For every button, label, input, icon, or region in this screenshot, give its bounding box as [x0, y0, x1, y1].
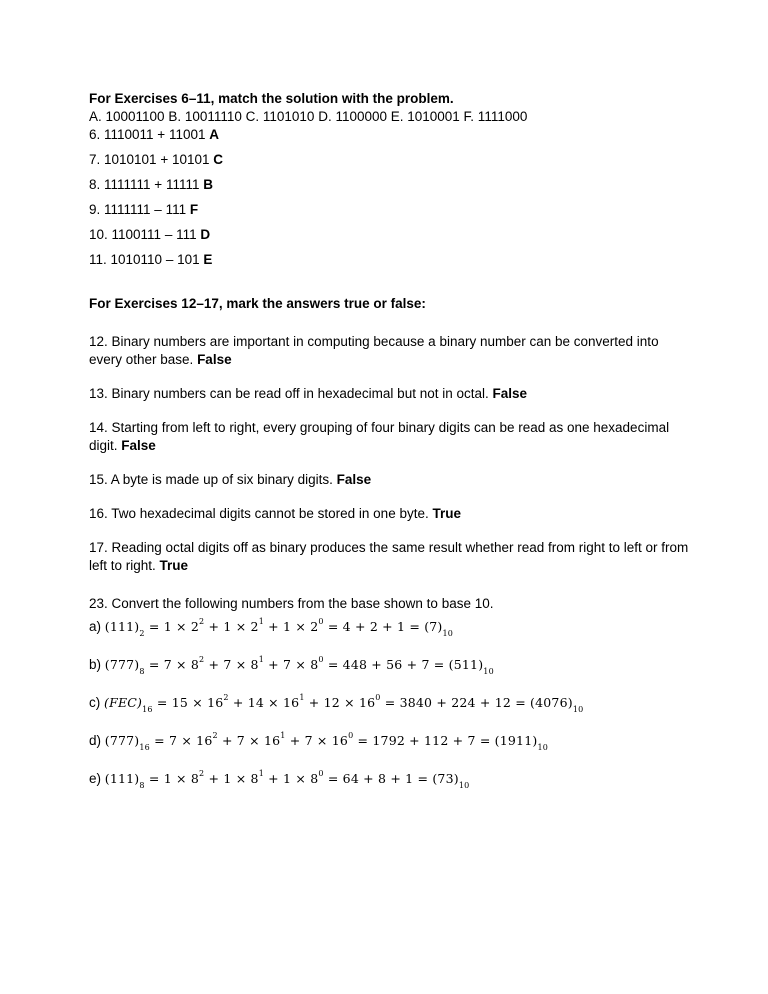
match-item: 7. 1010101 + 10101 C	[89, 152, 223, 167]
match-item: 8. 1111111 + 11111 B	[89, 177, 213, 192]
match-item: 11. 1010110 – 101 E	[89, 252, 213, 267]
tf-item: 15. A byte is made up of six binary digits. False	[89, 472, 372, 487]
section1-heading: For Exercises 6–11, match the solution with the problem.	[89, 91, 454, 106]
tf-item: 13. Binary numbers can be read off in hexadecimal but not in octal. False	[89, 386, 528, 401]
conversion-e: e) $(111)_8 = 1 \times 8^2 + 1 \times 8^1 + 1 \times 8^0 = 64 + 8 + 1 = (73)_{10}$	[89, 769, 470, 790]
conversion-d: d) $(777)_{16} = 7 \times 16^2 + 7 \times 16^1 + 7 \times 16^0 = 1792 + 112 + 7 = (1911)_{10}$	[89, 731, 549, 752]
tf-item: 14. Starting from left to right, every grouping of four binary digits can be read as one hexadecimal digit. False	[89, 420, 670, 453]
answer-options: A. 10001100 B. 10011110 C. 1101010 D. 1100000 E. 1010001 F. 1111000	[89, 109, 528, 124]
match-item: 6. 1110011 + 11001 A	[89, 127, 219, 142]
match-item: 10. 1100111 – 111 D	[89, 227, 211, 242]
tf-item: 16. Two hexadecimal digits cannot be stored in one byte. True	[89, 506, 461, 521]
conversion-b: b) $(777)_8 = 7 \times 8^2 + 7 \times 8^1 + 7 \times 8^0 = 448 + 56 + 7 = (511)_{10}$	[89, 655, 494, 676]
conversion-a: a) $(111)_2 = 1 \times 2^2 + 1 \times 2^1 + 1 \times 2^0 = 4 + 2 + 1 = (7)_{10}$	[89, 617, 454, 638]
document-page	[89, 90, 689, 790]
conversion-c: c) $(FEC)_{16} = 15 \times 16^2 + 14 \times 16^1 + 12 \times 16^0 = 3840 + 224 + 12 = (4076)_{10}$	[89, 693, 584, 714]
tf-item: 12. Binary numbers are important in computing because a binary number can be converted into every other base. False	[89, 334, 659, 367]
match-item: 9. 1111111 – 111 F	[89, 202, 199, 217]
tf-item: 17. Reading octal digits off as binary produces the same result whether read from right to left or from left to right. True	[89, 540, 689, 573]
section3-heading: 23. Convert the following numbers from the base shown to base 10.	[89, 596, 494, 611]
section2-heading: For Exercises 12–17, mark the answers true or false:	[89, 296, 426, 311]
